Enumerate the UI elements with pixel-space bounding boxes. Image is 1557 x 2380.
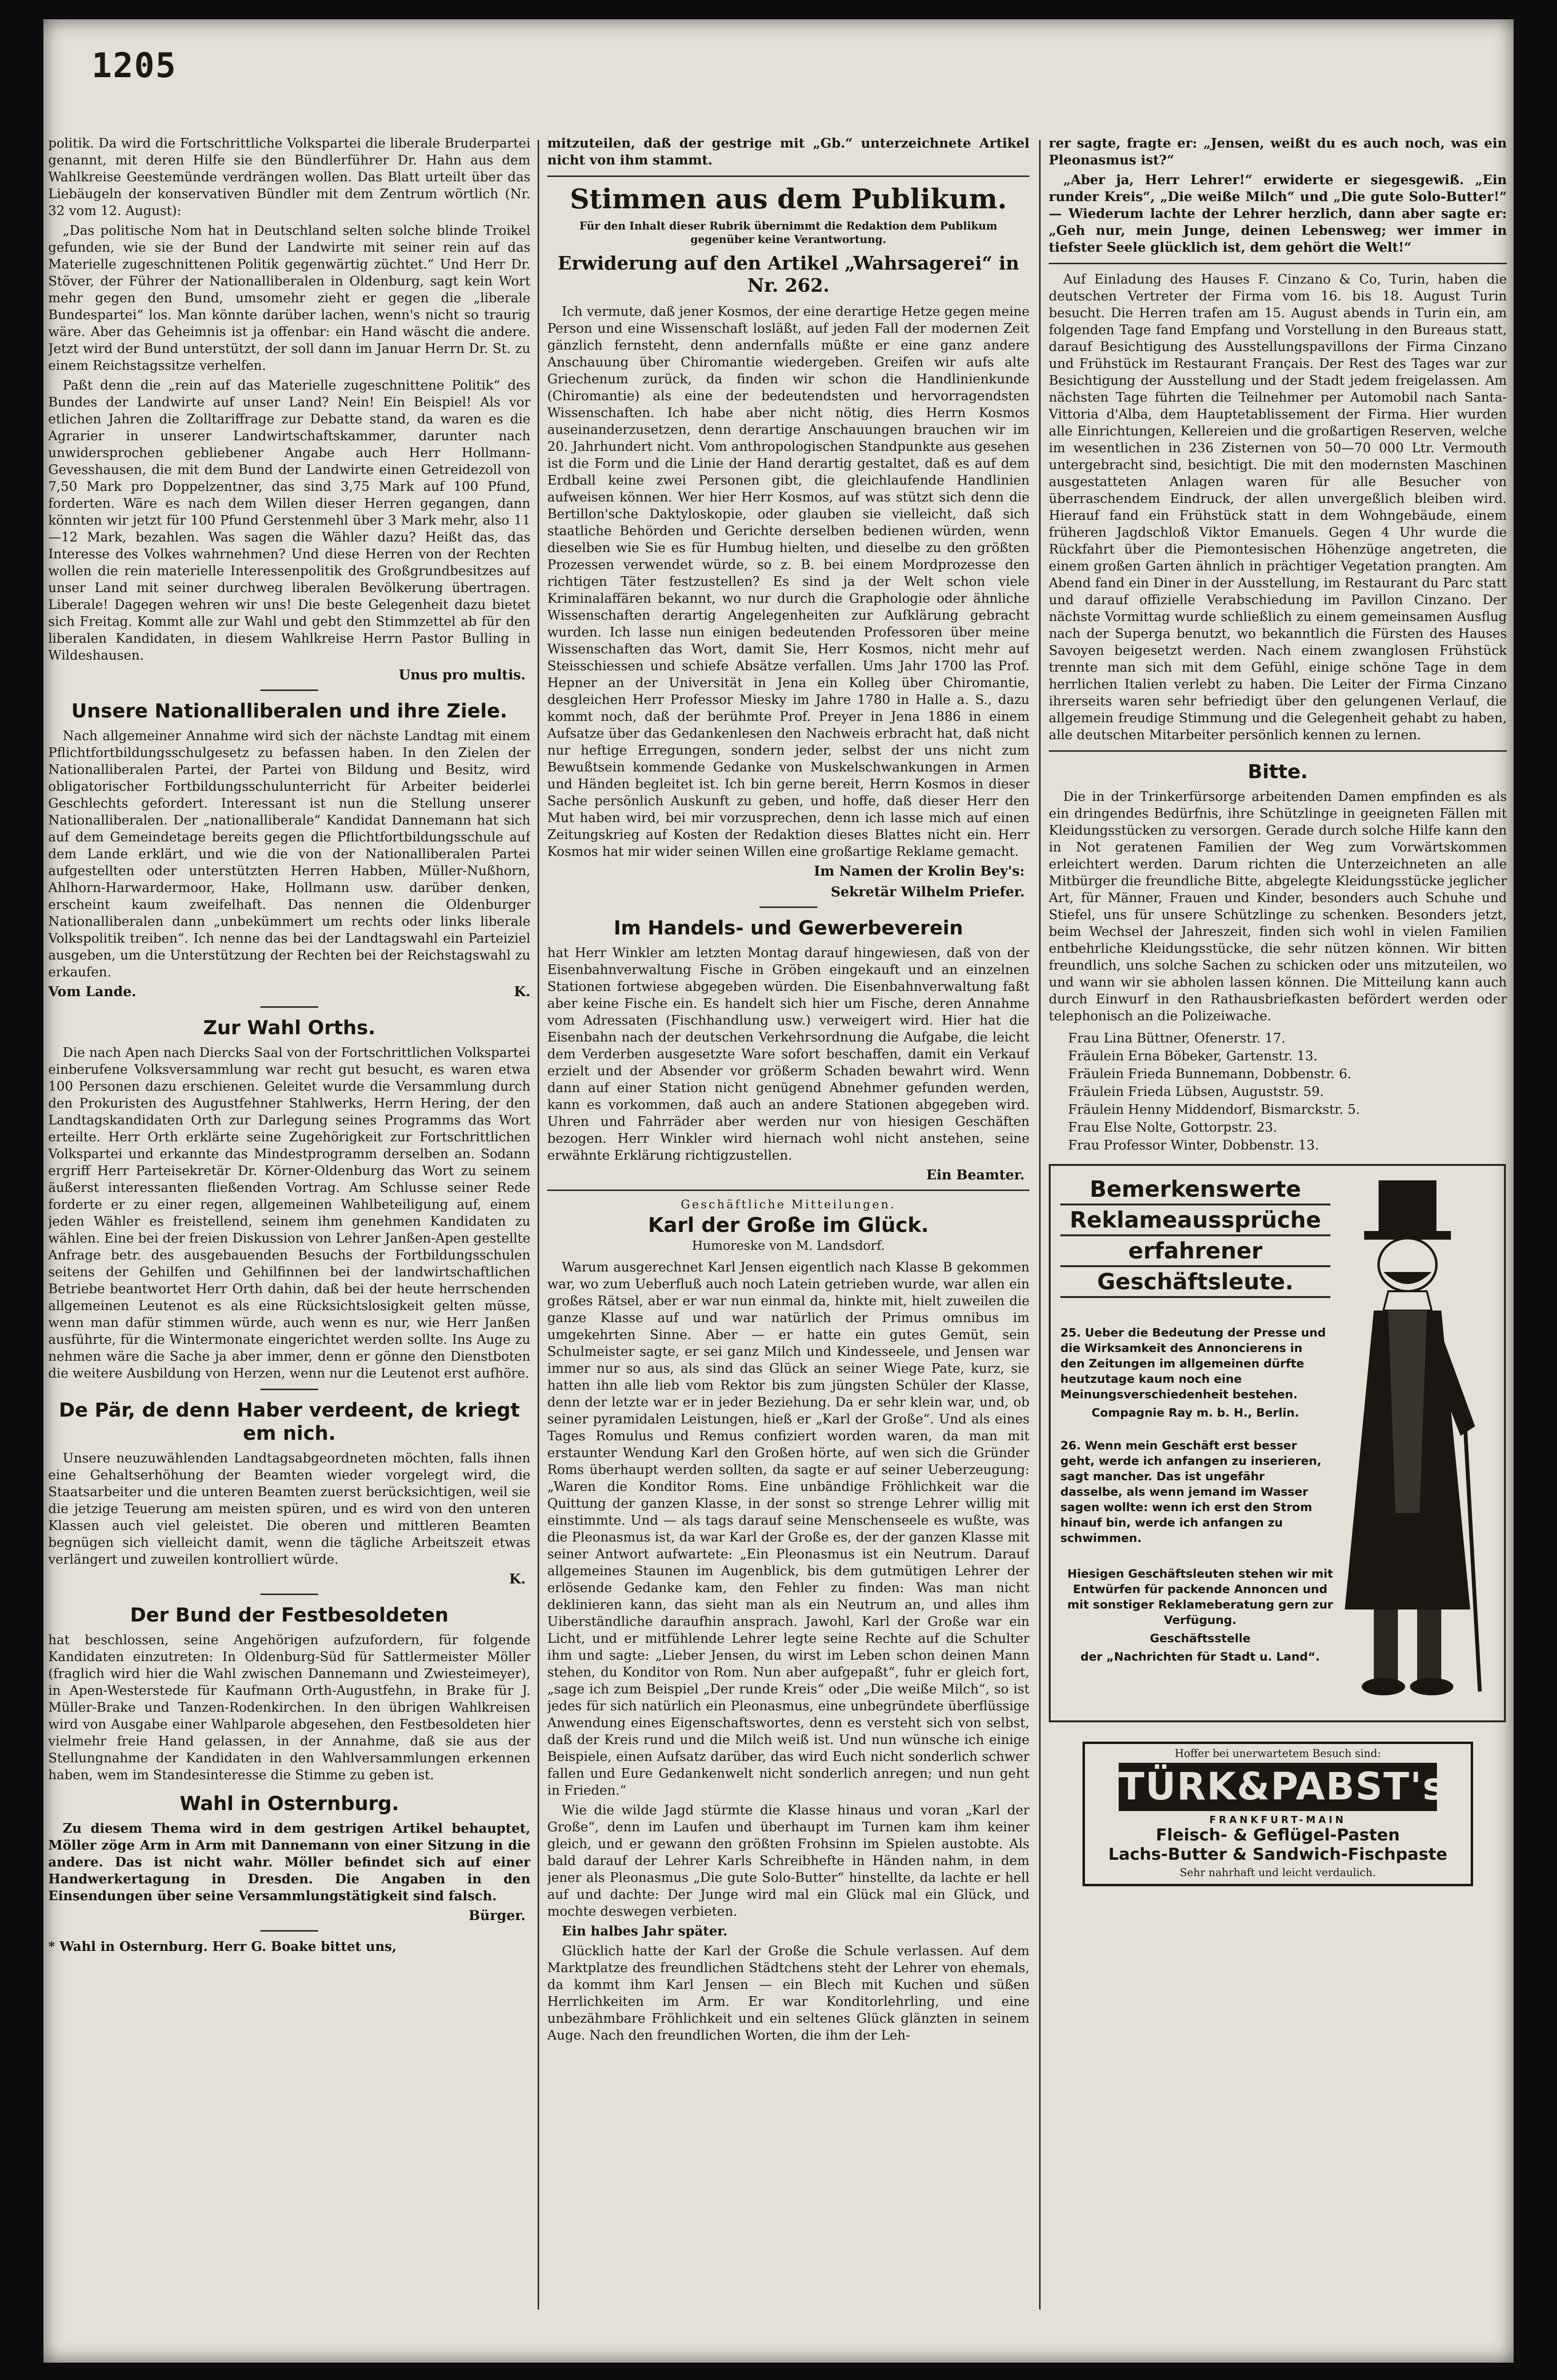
- article-lead: * Wahl in Osternburg.: [48, 1939, 208, 1954]
- article-body-festbesoldete: hat beschlossen, seine Angehörigen aufzufordern, für folgende Kandidaten einzutreten: In Oldenburg-Süd für Sattlermeister Möller (fraglich wird hier die Wahl zwischen Dannemann und Zwiesteimeyer), in Apen-Westerstede für Kaufmann Orth-Augustfehn, in Brake für J. Müller-Brake und Tanzen-Rodenkirchen. In den übrigen Wahlkreisen wird von Ausgabe einer Wahlparole abgesehen, den Festbesoldeten hier vielmehr freie Hand gelassen, in der Annahme, daß sie aus der Stellungnahme der Kandidaten in den Wahlversammlungen erkennen haben, wem im Standesinteresse die Stimme zu geben ist.: [48, 1633, 530, 1783]
- advertisement-tuerk-pabst: [1083, 1742, 1473, 1886]
- reply-signature-2: Sekretär Wilhelm Priefer.: [830, 884, 1025, 900]
- newspaper-page: [43, 19, 1514, 2363]
- intro-paragraph-2: „Das politische Nom hat in Deutschland selten solche blinde Troikel gefunden, wie sie der Bund der Landwirte mit seiner rein auf das Materielle zugeschnittenen Politik gegenwärtig züchtet.“ Und Herr Dr. Stöver, der Führer der Nationalliberalen in Oldenburg, sagt kein Wort mehr gegen den Bund, umsomehr zieht er gegen die „liberale Bundespartei“ los. Man könnte darüber lachen, wenn's nicht so traurig wäre. Aber das Geheimnis ist ja offenbar: ein Hand wäscht die andere. Jetzt wird der Bund unterstützt, der soll dann im Januar Herrn Dr. St. zu einem Reichstagssitze verhelfen.: [48, 223, 530, 373]
- ad-footer-office: Geschäftsstelle: [1150, 1632, 1251, 1645]
- continuation-text: mitzuteilen, daß der gestrige mit „Gb.“ unterzeichnete Artikel nicht von ihm stammt.: [547, 136, 1029, 168]
- article-title-paer: De Pär, de denn Haber verdeent, de kriegt em nich.: [59, 1399, 520, 1445]
- ad-footer-text: Hiesigen Geschäftsleuten stehen wir mit Entwürfen für packende Annoncen und mit sonstiger Reklameberatung gern zur Verfügung.: [1067, 1567, 1333, 1627]
- article-signoff: Ein Beamter.: [926, 1167, 1025, 1183]
- signatory: Fräulein Henny Middendorf, Bismarckstr. 5.: [1068, 1102, 1360, 1117]
- tp-ad-bottom: Sehr nahrhaft und leicht verdaulich.: [1179, 1867, 1376, 1879]
- separator: [260, 1594, 318, 1595]
- separator: [260, 1389, 318, 1390]
- reply-title: Erwiderung auf den Artikel „Wahrsagerei“ in Nr. 262.: [557, 252, 1019, 296]
- novel-end-2: „Aber ja, Herr Lehrer!“ erwiderte er siegesgewiß. „Ein runder Kreis“, „Die weiße Milch“ und „Die gute Solo-Butter!“ — Wiederum lachte der Lehrer herzlich, dann aber sagte er: „Geh nur, mein Junge, deinen Lebensweg; wer immer in tiefster Seele glücklich ist, dem gehört die Welt!“: [1049, 173, 1507, 255]
- separator: [547, 1190, 1029, 1191]
- ad-headline: [1060, 1175, 1330, 1298]
- separator: [1049, 750, 1507, 752]
- intro-signoff: Unus pro multis.: [398, 667, 526, 683]
- separator: [260, 690, 318, 691]
- article-body-cinzano: Auf Einladung des Hauses F. Cinzano & Co, Turin, haben die deutschen Vertreter der Firma vom 16. bis 18. August Turin besucht. Die Herren trafen am 15. August abends in Turin ein, am folgenden Tage fand Empfang und Vorstellung in den Bureaus statt, darauf Besichtigung des Ausstellungspavillons der Firma Cinzano und Frühstück im Restaurant Français. Der Rest des Tages war zur Besichtigung der Ausstellung und der Stadt jedem freigelassen. Am nächsten Tage führten die Teilnehmer per Automobil nach Santa-Vittoria d'Alba, dem Hauptetablissement der Firma. Hier wurden alle Einrichtungen, Kellereien und die großartigen Reserven, welche im wesentlichen in 236 Zisternen von 50—70 000 Ltr. Vermouth untergebracht sind, besichtigt. Die mit den modernsten Maschinen ausgestatteten Anlagen waren für alle Besucher von überraschendem Eindruck, der allen unvergeßlich bleiben wird. Hierauf fand ein Frühstück statt in dem Wohngebäude, einem früheren Jagdschloß Viktor Emanuels. Gegen 4 Uhr wurde die Rückfahrt über die Piemontesischen Höhenzüge angetreten, die einem großen Garten ähnlich in prächtiger Vegetation prangten. Am Abend fand ein Diner in der Ausstellung, im Restaurant du Parc statt und darauf offizielle Verabschiedung im Pavillon Cinzano. Der nächste Vormittag wurde schließlich zu einem gemeinsamen Ausflug nach der Superga benutzt, wo bekanntlich die Fürsten des Hauses Savoyen beigesetzt werden. Nach einem zwanglosen Frühstück trennte man sich mit dem Gefühl, einige schöne Tage in dem herrlichen Italien verlebt zu haben. Die Leiter der Firma Cinzano ihrerseits waren sehr befriedigt über den gelungenen Verlauf, die allgemein freudige Stimmung und die Gelegenheit gehabt zu haben, alle deutschen Mitarbeiter persönlich kennen zu lernen.: [1049, 272, 1507, 743]
- ad-item-25: 25. Ueber die Bedeutung der Presse und die Wirksamkeit des Annoncierens in den Zeitungen im allgemeinen dürfte heutzutage kaum noch eine Meinungsverschiedenheit bestehen.: [1060, 1326, 1326, 1401]
- signatory: Fräulein Erna Böbeker, Gartenstr. 13.: [1068, 1049, 1318, 1064]
- column-rule-2: [1039, 140, 1041, 2310]
- column-3: [1049, 135, 1507, 2324]
- column-1: [48, 135, 530, 2324]
- tp-ad-city: FRANKFURT-MAIN: [1209, 1814, 1346, 1826]
- article-title-osternburg: Wahl in Osternburg.: [179, 1793, 399, 1815]
- signatories-list: [1068, 1029, 1507, 1154]
- section-label-business: Geschäftliche Mitteilungen.: [680, 1198, 896, 1211]
- intro-paragraph-1: politik. Da wird die Fortschrittliche Volkspartei die liberale Bruderpartei genannt, mit deren Hilfe sie den Bündlerführer Dr. Hahn aus dem Wahlkreise Geestemünde verdrängen wollen. Das Blatt urteilt über das Liebäugeln der konservativen Bündler mit dem Zentrum wörtlich (Nr. 32 vom 12. August):: [48, 136, 530, 218]
- column-2: [547, 135, 1029, 2324]
- novel-body-4: Glücklich hatte der Karl der Große die Schule verlassen. Auf dem Marktplatze des freundlichen Städtchens steht der Lehrer von ehemals, da kommt ihm Karl Jensen — ein Blech mit Kuchen und süßen Herrlichkeiten im Arm. Er war Konditorlehrling, und eine unbezähmbare Fröhlichkeit und ein seltenes Glück glänzten in seinem Auge. Nach den freundlichen Worten, die ihm der Leh-: [547, 1944, 1029, 2043]
- page-number: 1205: [92, 46, 177, 85]
- signatory: Frau Professor Winter, Dobbenstr. 13.: [1068, 1138, 1319, 1153]
- reply-signature-1: Im Namen der Krolin Bey's:: [813, 863, 1025, 879]
- advertisement-reklame: [1049, 1164, 1506, 1722]
- article-signoff: Bürger.: [468, 1907, 526, 1923]
- ad-headline-line: Bemerkenswerte: [1060, 1175, 1330, 1205]
- separator: [1049, 263, 1507, 264]
- novel-body-2: Wie die wilde Jagd stürmte die Klasse hinaus und voran „Karl der Große“, denn im Laufen und überhaupt im Turnen kam ihm keiner gleich, und er gewann den größten Frohsinn im Spielen austobte. Als bald darauf der Lehrer Karls Schreibhefte in Händen nahm, in dem jener als Pleonasmus „Die gute Solo-Butter“ hinstellte, da lachte er hell auf und dachte: Der Junge wird mal ein Glück mal ein Glück, und mochte deswegen verbieten.: [547, 1803, 1029, 1919]
- editor-note: Für den Inhalt dieser Rubrik übernimmt die Redaktion dem Publikum gegenüber keine Verantwortung.: [579, 220, 998, 246]
- signatory: Fräulein Frieda Bunnemann, Dobbenstr. 6.: [1068, 1067, 1352, 1082]
- article-body-osternburg: Zu diesem Thema wird in dem gestrigen Artikel behauptet, Möller zöge Arm in Arm mit Dannemann von einer Sitzung in die andere. Das ist nicht wahr. Möller befindet sich auf einer Handwerkertagung in Dresden. Die Angaben in den Einsendungen über seine Versammlungstätigkeit sind falsch.: [48, 1821, 530, 1904]
- gentleman-illustration: [1316, 1176, 1499, 1706]
- novel-end-1: rer sagte, fragte er: „Jensen, weißt du es auch noch, was ein Pleonasmus ist?“: [1049, 136, 1507, 168]
- article-body-orth: Die nach Apen nach Diercks Saal von der Fortschrittlichen Volkspartei einberufene Volksversammlung war recht gut besucht, es waren etwa 100 Personen dazu erschienen. Geleitet wurde die Versammlung durch den Prokuristen des Augustfehner Stahlwerks, Herrn Hering, der den Landtagskandidaten Orth zur Darlegung seines Programms das Wort erteilte. Herr Orth erklärte seine Zugehörigkeit zur Fortschrittlichen Volkspartei und erkannte das Mindestprogramm derselben an. Sodann ergriff Herr Parteisekretär Dr. Körner-Oldenburg das Wort zu seinem äußerst interessanten fließenden Vortrag. Am Schlusse seiner Rede forderte er zu einer regen, allgemeinen Wahlbeteiligung auf, einem jeden Wähler es freistellend, seinem ihm genehmen Kandidaten zu wählen. Eine bei der freien Diskussion von Lehrer Janßen-Apen gestellte Anfrage betr. des ausgebauenden Besuchs der Fortbildungsschulen seitens der Gehilfen und Gehilfinnen bei der landwirtschaftlichen Betriebe beantwortet Herr Orth dahin, daß bei der heute herrschenden allgemeinen Leutenot es als eine Rücksichtslosigkeit gelten müsse, wenn man dafür stimmen würde, auch wenn es nur, wie Herr Janßen ausführte, für die Wintermonate eingerichtet werden sollte. Ins Auge zu nehmen wäre die Sache ja aber immer, denn er gönne den Dienstboten die weitere Ausbildung von Herzen, wenn nur die Leutenot erst aufhöre.: [48, 1045, 530, 1381]
- separator: [260, 1930, 318, 1932]
- article-author-mark: K.: [514, 984, 530, 1000]
- ad-headline-line: Geschäftsleute.: [1060, 1267, 1330, 1298]
- section-heading-public: Stimmen aus dem Publikum.: [569, 183, 1007, 215]
- signatory: Fräulein Frieda Lübsen, Auguststr. 59.: [1068, 1084, 1324, 1099]
- signatory: Frau Lina Büttner, Ofenerstr. 17.: [1068, 1031, 1286, 1046]
- article-signoff-row: [48, 984, 530, 1000]
- tp-ad-top: Hoffer bei unerwartetem Besuch sind:: [1175, 1748, 1381, 1760]
- reply-body: Ich vermute, daß jener Kosmos, der eine derartige Hetze gegen meine Person und eine Wissenschaft losläßt, auf jeden Fall der modernen Zeit gänzlich fernsteht, denn andernfalls müßte er eine ganz andere Anschauung über Chiromantie wiedergeben. Greifen wir aufs alte Griechenum zurück, da finden wir schon die Handlinienkunde (Chiromantie) als eine der bedeutendsten und hervorragendsten Wissenschaften. Ich habe aber nicht nötig, dies Herrn Kosmos auseinanderzusetzen, denn derartige Anschauungen brauchen wir im 20. Jahrhundert nicht. Vom anthropologischen Standpunkte aus gesehen ist die Form und die Linie der Hand derartig gestaltet, daß es auf dem Erdball keine zwei Personen gibt, die gleichlaufende Handlinien aufweisen können. Wer hier Herr Kosmos, auf was stützt sich denn die Bertillon'sche Daktyloskopie, oder glauben sie vielleicht, daß sich staatliche Behörden und Gerichte derselben bedienen würden, wenn dieselben wie Sie es für Humbug hielten, und dieselbe zu den größten Prozessen verwendet würde, so z. B. bei einem Mordprozesse den richtigen Täter festzustellen? Es sind ja der Welt schon viele Kriminalaffären bekannt, wo nur durch die Graphologie oder ähnliche Wissenschaften derartig Angelegenheiten zur Aufklärung gebracht wurden. Ich lasse nun einigen bedeutenden Professoren über meine Wissenschaften das Wort, damit Sie, Herr Kosmos, nicht mehr auf Steisschiessen und schiefe Absätze verfallen. Ums Jahr 1700 las Prof. Hepner an der Universität in Jena ein Kolleg über Chiromantie, desgleichen Herr Professor Miesky im Jahre 1780 in Halle a. S., dazu kommt noch, daß der berühmte Prof. Preyer in Jena 1886 in einem Aufsatze über das Gedankenlesen den Nachweis erbracht hat, daß nicht nur heftige Erregungen, sondern jeder, selbst der uns nicht zum Bewußtsein kommende Gedanke von Muskelschwankungen in Armen und Händen begleitet ist. Ich bin gerne bereit, Herrn Kosmos in dieser Sache persönlich Auskunft zu geben, und hoffe, daß dieser Herr den Mut haben wird, bei mir vorzusprechen, denn ich lasse mich auf einen Zeitungskrieg auf Kosten der Redaktion dieses Blattes nicht ein. Herr Kosmos hat mir wider seinen Willen eine großartige Reklame gemacht.: [547, 304, 1029, 859]
- article-source: Vom Lande.: [48, 984, 136, 1000]
- article-author-mark: K.: [509, 1571, 526, 1587]
- ad-headline-line: erfahrener: [1060, 1236, 1330, 1267]
- article-title-nationalliberale: Unsere Nationalliberalen und ihre Ziele.: [71, 700, 508, 722]
- article-title-trade: Im Handels- und Gewerbeverein: [613, 917, 963, 939]
- column-rule-1: [538, 140, 539, 2310]
- ad-headline-line: Reklameaussprüche: [1060, 1205, 1330, 1236]
- signatory: Frau Else Nolte, Gottorpstr. 23.: [1068, 1120, 1277, 1135]
- separator: [759, 906, 817, 908]
- article-title-bitte: Bitte.: [1247, 761, 1308, 783]
- article-title-festbesoldete: Der Bund der Festbesoldeten: [130, 1604, 449, 1626]
- novel-author: Humoreske von M. Landsdorf.: [692, 1239, 885, 1253]
- separator: [260, 1006, 318, 1008]
- article-osternburg-2: [48, 1938, 530, 1955]
- ad-footer-paper: der „Nachrichten für Stadt u. Land“.: [1080, 1650, 1320, 1663]
- novel-body-3: Ein halbes Jahr später.: [562, 1924, 728, 1939]
- tp-ad-line-1: Fleisch- & Geflügel-Pasten: [1156, 1826, 1400, 1845]
- ad-item-26: 26. Wenn mein Geschäft erst besser geht, werde ich anfangen zu inserieren, sagt mancher. Das ist ungefähr dasselbe, als wenn jemand im Wasser sagen wollte: wenn ich erst den Strom hinauf bin, werde ich anfangen zu schwimmen.: [1060, 1439, 1322, 1545]
- separator: [547, 176, 1029, 177]
- article-body-bitte: Die in der Trinkerfürsorge arbeitenden Damen empfinden es als ein dringendes Bedürfnis, ihre Schützlinge in geeigneten Fällen mit Kleidungsstücken zu versorgen. Gerade durch solche Hilfe kann den in Not geratenen Familien der Weg zum Vorwärtskommen erleichtert werden. Darum richten die Unterzeichneten an alle Mitbürger die freundliche Bitte, abgelegte Kleidungsstücke jeglicher Art, für Männer, Frauen und Kinder, besonders auch Schuhe und Stiefel, uns für unsere Schützlinge zu schenken. Besonders jetzt, beim Wechsel der Jahreszeit, finden sich wohl in vielen Familien entbehrliche Kleidungsstücke, die sehr nützen können. Wir bitten freundlich, uns solche Sachen zu schicken oder uns mitzuteilen, wo und wann wir sie abholen lassen können. Die Mitteilung kann auch durch Einwurf in den Rathausbriefkasten befördert werden oder telephonisch an die Polizeiwache.: [1049, 789, 1507, 1024]
- tp-ad-line-2: Lachs-Butter & Sandwich-Fischpaste: [1108, 1845, 1448, 1864]
- ad-footer: [1060, 1566, 1340, 1667]
- article-title-orth: Zur Wahl Orths.: [203, 1017, 376, 1039]
- tp-ad-logo: TÜRK&PABST's: [1119, 1763, 1437, 1811]
- novel-body-1: Warum ausgerechnet Karl Jensen eigentlich nach Klasse B gekommen war, wo zum Ueberfluß auch noch Latein getrieben wurde, war allen ein großes Rätsel, aber er war nun einmal da, hinkte mit, hielt zuweilen die ganze Klasse auf und war natürlich der Primus omnibus im umgekehrten Sinne. Aber — er hatte ein gutes Gemüt, sein Schulmeister sagte, er sei ganz Milch und Kindesseele, und Jensen war immer nur so aus, als sind das Glück an seiner Wiege Pate, kurz, sie hatten ihn alle lieb vom Rektor bis zum jüngsten Schüler der Klasse, denn der letzte war er in jeder Beziehung. Da er sehr klein war, und, ob seiner pyramidalen Leistungen, hieß er „Karl der Große“. Und als eines Tages Romulus und Remus confiziert worden waren, da man mit erstaunter Wendung Karl den Großen hörte, auf wen sich die Gründer Roms überhaupt werden sollten, da sagte er auf seiner Ueberzeugung: „Waren die Konditor Roms. Eine unbändige Fröhlichkeit war die Quittung der ganzen Klasse, in der sonst so strenge Lehrer willig mit einstimmte. Und — als tags darauf seine Menschenseele es wußte, was die Pleonasmus ist, da war Karl der Große es, der der ganzen Klasse mit seiner Antwort aufwartete: „Ein Pleonasmus ist ein Neutrum. Darauf allgemeines Staunen im Augenblick, bis dem gutmütigen Lehrer der erlösende Gedanke kam, den Fehler zu finden: Was man nicht deklinieren kann, das sieht man als ein Neutrum an, und alles ihm Uiberständliche daraufhin ansprach. Jawohl, Karl der Große war ein Licht, und er mitfühlende Lehrer legte seine Rechte auf die Schulter ihm und sagte: „Lieber Jensen, du wirst im Leben schon deinen Mann stehen, du Konditor von Rom. Nun aber aufgepaßt“, fuhr er gleich fort, „sage ich zum Beispiel „Der runde Kreis“ oder „Die weiße Milch“, so ist jedes für sich natürlich ein Pleonasmus, eine unbegründete überflüssige Anwendung eines Eigenschaftswortes, denn es versteht sich von selbst, daß der Kreis rund und die Milch weiß ist. Und nun wünsche ich einige Beispiele, einen Aufsatz darüber, das wird Euch nicht sonderlich schwer fallen und Eure Gedankenwelt nicht sonderlich anregen; und nun geht in Frieden.“: [547, 1260, 1029, 1798]
- ad-item-25-company: Compagnie Ray m. b. H., Berlin.: [1091, 1406, 1300, 1420]
- article-body-trade: hat Herr Winkler am letzten Montag darauf hingewiesen, daß von der Eisenbahnverwaltung Fische in Gröben eingekauft und an einzelnen Stationen fortwiese abgegeben würden. Die Eisenbahnverwaltung faßt aber keine Fische ein. Es handelt sich hier um Fische, deren Annahme vom Adressaten (Fischhandlung usw.) verweigert wird. Hier hat die Eisenbahn nach der deutschen Verkehrsordnung die Aufgabe, die leicht dem Verderben ausgesetzte Ware sofort beschaffen, damit ein Verkauf erzielt und der Absender vor größerm Schaden bewahrt wird. Wenn dann auf einer Station nicht genügend Abnehmer gefunden werden, kann es vorkommen, daß auch an andere Stationen abgegeben wird. Uhren und Fahrräder aber werden nur von hiesigen Geschäften bezogen. Herr Winkler wird hiernach wohl nicht anstehen, seine erwähnte Erklärung richtigzustellen.: [547, 946, 1029, 1163]
- intro-paragraph-3: Paßt denn die „rein auf das Materielle zugeschnittene Politik“ des Bundes der Landwirte auf unser Land? Nein! Ein Beispiel! Als vor etlichen Jahren die Zolltariffrage zur Debatte stand, da waren es die Agrarier in unserer Landwirtschaftskammer, darunter nach unwidersprochen gebliebener Angabe auch Herr Hollmann-Gevesshausen, die mit dem Bund der Landwirte einen Getreidezoll von 7,50 Mark pro Doppelzentner, das sind 3,75 Mark auf 100 Pfund, forderten. Wäre es nach dem Willen dieser Herren gegangen, dann könnten wir jetzt für 100 Pfund Gerstenmehl über 3 Mark mehr, also 11—12 Mark, bezahlen. Was sagen die Wähler dazu? Heißt das, das Interesse des Volkes wahrnehmen? Und diese Herren von der Rechten wollen die rein materielle Interessenpolitik des Großgrundbesitzes auf unser Land mit seiner durchweg liberalen Bevölkerung übertragen. Liberale! Dagegen wehren wir uns! Die beste Gelegenheit dazu bietet sich Freitag. Kommt alle zur Wahl und gebt den Stimmzettel ab für den liberalen Kandidaten, in diesem Wahlkreise Herrn Pastor Bulling in Wildeshausen.: [48, 378, 530, 663]
- article-lead-body: Herr G. Boake bittet uns,: [212, 1939, 397, 1954]
- article-body-nationalliberale: Nach allgemeiner Annahme wird sich der nächste Landtag mit einem Pflichtfortbildungsschulgesetz zu befassen haben. In den Zielen der Nationalliberalen Partei, der Partei von Bildung und Besitz, wird obligatorischer Fortbildungsschulunterricht für Arbeiter beiderlei Geschlechts gefordert. Interessant ist nun die Stellung unserer Nationalliberalen. Der „nationalliberale“ Kandidat Dannemann hat sich auf dem Gemeindetage bereits gegen die Pflichtfortbildungsschule auf dem Lande erklärt, und wie die von der Nationalliberalen Partei aufgestellten oder unterstützten Herren Habben, Müller-Nußhorn, Ahlhorn-Harwardermoor, Hake, Hollmann usw. darüber denken, erscheint kaum zweifelhaft. Das nennen die Oldenburger Nationalliberalen dann „unbekümmert um rechts oder links liberale Volkspolitik treiben“. Ich nenne das bei der Landtagswahl ein Parteiziel ausgeben, um die Unterstützung der Rechten bei der Reichstagswahl zu erkaufen.: [48, 729, 530, 980]
- novel-title: Karl der Große im Glück.: [648, 1213, 929, 1237]
- ad-items: [1060, 1325, 1330, 1549]
- article-body-paer: Unsere neuzuwählenden Landtagsabgeordneten möchten, falls ihnen eine Gehaltserhöhung der Beamten wieder vorgelegt wird, die Staatsarbeiter und die unteren Beamten zuerst berücksichtigen, weil sie die jetzige Teuerung am meisten spüren, und es wird von den unteren Klassen auch viel geleistet. Die oberen und mittleren Beamten begnügen sich vielleicht damit, wenn die tägliche Arbeitszeit etwas verlängert und zuweilen kontrolliert würde.: [48, 1451, 530, 1567]
